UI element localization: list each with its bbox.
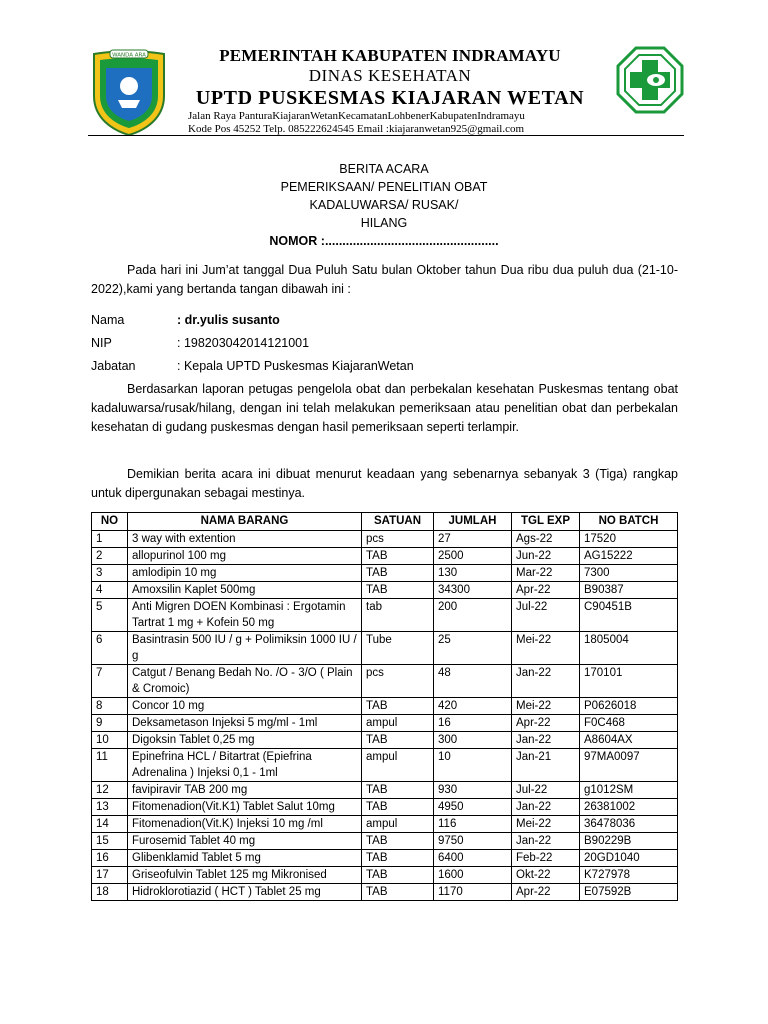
header-no: NO [92, 513, 128, 531]
cell-jumlah: 130 [434, 565, 512, 582]
cell-no-batch: 7300 [580, 565, 678, 582]
cell-satuan: pcs [362, 665, 434, 698]
cell-nama-barang: Anti Migren DOEN Kombinasi : Ergotamin Tartrat 1 mg + Kofein 50 mg [128, 599, 362, 632]
header-satuan: SATUAN [362, 513, 434, 531]
title-hilang: HILANG [360, 216, 408, 230]
cell-tgl-exp: Jan-22 [512, 833, 580, 850]
cell-nama-barang: favipiravir TAB 200 mg [128, 782, 362, 799]
document-number: NOMOR :.................................................. [269, 234, 499, 248]
cell-no: 14 [92, 816, 128, 833]
puskesmas-logo [616, 46, 684, 114]
nip-label: NIP [91, 336, 112, 350]
contact-line: Kode Pos 45252 Telp. 085222624545 Email :kiajaranwetan925@gmail.com [188, 123, 525, 135]
table-header-row [92, 513, 678, 531]
cell-satuan: TAB [362, 698, 434, 715]
cell-jumlah: 930 [434, 782, 512, 799]
title-berita-acara: BERITA ACARA [339, 162, 429, 176]
nama-field [91, 311, 280, 329]
cell-jumlah: 420 [434, 698, 512, 715]
cell-no-batch: 26381002 [580, 799, 678, 816]
cell-nama-barang: Glibenklamid Tablet 5 mg [128, 850, 362, 867]
nip-value: : 198203042014121001 [177, 336, 310, 350]
cell-satuan: ampul [362, 715, 434, 732]
cell-satuan: TAB [362, 565, 434, 582]
title-kadaluwarsa: KADALUWARSA/ RUSAK/ [309, 198, 459, 212]
address-line: Jalan Raya PanturaKiajaranWetanKecamatanLohbenerKabupatenIndramayu [188, 110, 525, 122]
cell-no: 12 [92, 782, 128, 799]
cell-no: 13 [92, 799, 128, 816]
cell-nama-barang: Amoxsilin Kaplet 500mg [128, 582, 362, 599]
cell-tgl-exp: Mar-22 [512, 565, 580, 582]
cell-jumlah: 16 [434, 715, 512, 732]
letterhead-divider [88, 135, 684, 136]
cell-jumlah: 48 [434, 665, 512, 698]
cell-no: 15 [92, 833, 128, 850]
cell-tgl-exp: Feb-22 [512, 850, 580, 867]
cell-tgl-exp: Mei-22 [512, 632, 580, 665]
cell-no-batch: B90387 [580, 582, 678, 599]
cell-nama-barang: Fitomenadion(Vit.K) Injeksi 10 mg /ml [128, 816, 362, 833]
cell-no: 10 [92, 732, 128, 749]
header-jumlah: JUMLAH [434, 513, 512, 531]
cell-jumlah: 4950 [434, 799, 512, 816]
table-row [92, 867, 678, 884]
table-row [92, 816, 678, 833]
letterhead-text [170, 46, 610, 136]
cell-no: 9 [92, 715, 128, 732]
jabatan-field [91, 357, 414, 375]
cell-nama-barang: Fitomenadion(Vit.K1) Tablet Salut 10mg [128, 799, 362, 816]
table-row [92, 665, 678, 698]
table-row [92, 884, 678, 901]
cell-no-batch: 17520 [580, 531, 678, 548]
cell-jumlah: 25 [434, 632, 512, 665]
cell-no: 2 [92, 548, 128, 565]
cell-no: 6 [92, 632, 128, 665]
table-row [92, 715, 678, 732]
cell-no-batch: 36478036 [580, 816, 678, 833]
table-row [92, 850, 678, 867]
cell-nama-barang: 3 way with extention [128, 531, 362, 548]
cell-nama-barang: Concor 10 mg [128, 698, 362, 715]
cell-no: 16 [92, 850, 128, 867]
cell-no-batch: 20GD1040 [580, 850, 678, 867]
cell-nama-barang: Catgut / Benang Bedah No. /O - 3/O ( Plain & Cromoic) [128, 665, 362, 698]
table-row [92, 632, 678, 665]
cell-jumlah: 116 [434, 816, 512, 833]
cell-no-batch: g1012SM [580, 782, 678, 799]
closing-paragraph: Demikian berita acara ini dibuat menurut keadaan yang sebenarnya sebanyak 3 (Tiga) rangkap untuk dipergunakan sebagai mestinya. [91, 467, 678, 500]
title-pemeriksaan: PEMERIKSAAN/ PENELITIAN OBAT [280, 180, 488, 194]
cell-no: 5 [92, 599, 128, 632]
table-row [92, 531, 678, 548]
table-row [92, 565, 678, 582]
header-nama-barang: NAMA BARANG [128, 513, 362, 531]
cell-no-batch: 170101 [580, 665, 678, 698]
cell-no: 3 [92, 565, 128, 582]
cell-nama-barang: Furosemid Tablet 40 mg [128, 833, 362, 850]
cell-no-batch: C90451B [580, 599, 678, 632]
cell-nama-barang: Digoksin Tablet 0,25 mg [128, 732, 362, 749]
cell-no-batch: 97MA0097 [580, 749, 678, 782]
cell-nama-barang: amlodipin 10 mg [128, 565, 362, 582]
cell-tgl-exp: Apr-22 [512, 884, 580, 901]
expired-drugs-table [91, 512, 678, 901]
indramayu-regency-logo [88, 48, 170, 138]
cell-satuan: ampul [362, 816, 434, 833]
cell-tgl-exp: Okt-22 [512, 867, 580, 884]
cell-tgl-exp: Jul-22 [512, 782, 580, 799]
cell-no-batch: AG15222 [580, 548, 678, 565]
table-row [92, 833, 678, 850]
nama-label: Nama [91, 313, 125, 327]
cell-no-batch: P0626018 [580, 698, 678, 715]
cell-satuan: TAB [362, 884, 434, 901]
header-no-batch: NO BATCH [580, 513, 678, 531]
cell-tgl-exp: Jan-21 [512, 749, 580, 782]
nama-value: : dr.yulis susanto [177, 313, 280, 327]
cell-no: 7 [92, 665, 128, 698]
nip-field [91, 334, 309, 352]
table-body [92, 531, 678, 901]
cell-satuan: ampul [362, 749, 434, 782]
table-row [92, 698, 678, 715]
cell-jumlah: 1600 [434, 867, 512, 884]
cell-satuan: TAB [362, 582, 434, 599]
cell-tgl-exp: Jun-22 [512, 548, 580, 565]
logo-motto: WANDA ARA [112, 52, 146, 59]
cell-satuan: TAB [362, 548, 434, 565]
cell-no: 1 [92, 531, 128, 548]
cell-tgl-exp: Apr-22 [512, 715, 580, 732]
cell-jumlah: 6400 [434, 850, 512, 867]
cell-jumlah: 200 [434, 599, 512, 632]
cell-tgl-exp: Jan-22 [512, 665, 580, 698]
cell-no-batch: K727978 [580, 867, 678, 884]
cell-nama-barang: Epinefrina HCL / Bitartrat (Epiefrina Adrenalina ) Injeksi 0,1 - 1ml [128, 749, 362, 782]
cell-nama-barang: Basintrasin 500 IU / g + Polimiksin 1000 IU / g [128, 632, 362, 665]
cell-satuan: TAB [362, 850, 434, 867]
cell-no-batch: F0C468 [580, 715, 678, 732]
cell-jumlah: 10 [434, 749, 512, 782]
cell-no-batch: E07592B [580, 884, 678, 901]
intro-paragraph: Pada hari ini Jum’at tanggal Dua Puluh Satu bulan Oktober tahun Dua ribu dua puluh dua (21-10-2022),kami yang bertanda tangan dibawah ini : [91, 263, 678, 296]
header-tgl-exp: TGL EXP [512, 513, 580, 531]
cell-nama-barang: Hidroklorotiazid ( HCT ) Tablet 25 mg [128, 884, 362, 901]
cell-satuan: pcs [362, 531, 434, 548]
cell-satuan: tab [362, 599, 434, 632]
table-row [92, 548, 678, 565]
report-paragraph: Berdasarkan laporan petugas pengelola obat dan perbekalan kesehatan Puskesmas tentang obat kadaluwarsa/rusak/hilang, dengan ini telah melakukan pemeriksaan atau penelitian obat dan perbekalan kesehatan di gudang puskesmas dengan hasil pemeriksaan seperti terlampir. [91, 382, 678, 434]
cell-no: 8 [92, 698, 128, 715]
cell-tgl-exp: Jan-22 [512, 799, 580, 816]
cell-no-batch: 1805004 [580, 632, 678, 665]
cell-jumlah: 2500 [434, 548, 512, 565]
cell-nama-barang: allopurinol 100 mg [128, 548, 362, 565]
cell-no: 4 [92, 582, 128, 599]
cell-jumlah: 9750 [434, 833, 512, 850]
cell-jumlah: 27 [434, 531, 512, 548]
cell-nama-barang: Deksametason Injeksi 5 mg/ml - 1ml [128, 715, 362, 732]
jabatan-value: : Kepala UPTD Puskesmas KiajaranWetan [177, 359, 414, 373]
cell-no: 11 [92, 749, 128, 782]
cell-satuan: Tube [362, 632, 434, 665]
puskesmas-name: UPTD PUSKESMAS KIAJARAN WETAN [195, 87, 585, 109]
cell-satuan: TAB [362, 833, 434, 850]
table-row [92, 582, 678, 599]
cell-no-batch: A8604AX [580, 732, 678, 749]
cell-satuan: TAB [362, 867, 434, 884]
cell-satuan: TAB [362, 782, 434, 799]
cell-nama-barang: Griseofulvin Tablet 125 mg Mikronised [128, 867, 362, 884]
cell-tgl-exp: Apr-22 [512, 582, 580, 599]
letterhead [0, 40, 768, 140]
cell-jumlah: 34300 [434, 582, 512, 599]
table-row [92, 732, 678, 749]
cell-tgl-exp: Ags-22 [512, 531, 580, 548]
cell-tgl-exp: Jan-22 [512, 732, 580, 749]
jabatan-label: Jabatan [91, 359, 136, 373]
table-row [92, 782, 678, 799]
cell-tgl-exp: Mei-22 [512, 816, 580, 833]
table-row [92, 799, 678, 816]
department-name: DINAS KESEHATAN [308, 66, 472, 85]
agency-name: PEMERINTAH KABUPATEN INDRAMAYU [219, 46, 561, 65]
cell-satuan: TAB [362, 732, 434, 749]
document-title-block [0, 160, 768, 250]
cell-jumlah: 1170 [434, 884, 512, 901]
table-row [92, 599, 678, 632]
table-row [92, 749, 678, 782]
cell-no: 17 [92, 867, 128, 884]
cell-no: 18 [92, 884, 128, 901]
cell-satuan: TAB [362, 799, 434, 816]
cell-tgl-exp: Mei-22 [512, 698, 580, 715]
cell-tgl-exp: Jul-22 [512, 599, 580, 632]
cell-no-batch: B90229B [580, 833, 678, 850]
cell-jumlah: 300 [434, 732, 512, 749]
